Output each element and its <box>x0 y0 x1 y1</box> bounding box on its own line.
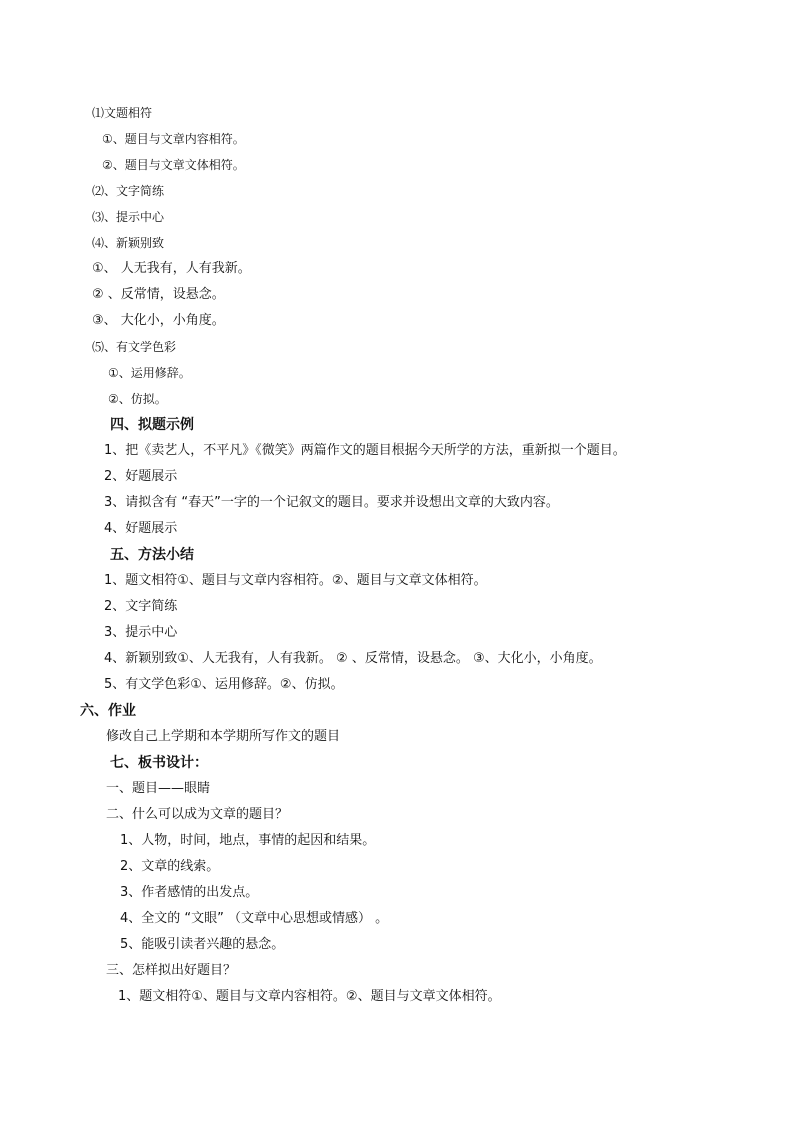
section-heading: 五、方法小结 <box>110 547 194 563</box>
text-line: 二、什么可以成为文章的题目？ <box>106 807 289 822</box>
text-line: ⑸、有文学色彩 <box>92 340 177 354</box>
text-line: ② 、反常情，设悬念。 <box>92 287 225 302</box>
text-line: 2、文字简练 <box>104 599 178 614</box>
text-line: 5、有文学色彩①、运用修辞。②、仿拟。 <box>104 677 344 692</box>
text-line: 4、全文的 “文眼” （文章中心思想或情感） 。 <box>120 911 389 926</box>
text-line: ③、 大化小，小角度。 <box>92 313 225 328</box>
text-line: ⑵、文字简练 <box>92 184 165 198</box>
text-line: 2、文章的线索。 <box>120 859 220 874</box>
text-line: 1、人物，时间，地点，事情的起因和结果。 <box>120 833 376 848</box>
text-line: ②、仿拟。 <box>108 392 167 406</box>
text-line: ⑴文题相符 <box>92 106 153 120</box>
text-line: 1、把《卖艺人，不平凡》《微笑》两篇作文的题目根据今天所学的方法，重新拟一个题目。 <box>104 443 626 458</box>
text-line: ②、题目与文章文体相符。 <box>102 158 245 172</box>
text-line: ①、 人无我有，人有我新。 <box>92 261 251 276</box>
text-line: 1、题文相符①、题目与文章内容相符。②、题目与文章文体相符。 <box>118 989 501 1004</box>
text-line: 1、题文相符①、题目与文章内容相符。②、题目与文章文体相符。 <box>104 573 487 588</box>
section-heading: 六、作业 <box>80 703 136 719</box>
text-line: ①、运用修辞。 <box>108 366 191 380</box>
text-line: ⑷、新颖别致 <box>92 236 165 250</box>
section-heading: 七、板书设计： <box>110 755 208 771</box>
text-line: ①、题目与文章内容相符。 <box>102 132 245 146</box>
text-line: 一、题目——眼睛 <box>106 781 211 796</box>
text-line: 2、好题展示 <box>104 469 178 484</box>
text-line: 3、作者感情的出发点。 <box>120 885 259 900</box>
section-heading: 四、拟题示例 <box>110 417 194 433</box>
text-line: 修改自己上学期和本学期所写作文的题目 <box>106 729 341 744</box>
text-line: 4、好题展示 <box>104 521 178 536</box>
text-line: ⑶、提示中心 <box>92 210 165 224</box>
text-line: 三、怎样拟出好题目？ <box>106 963 237 978</box>
text-line: 3、请拟含有 “春天”一字的一个记叙文的题目。要求并设想出文章的大致内容。 <box>104 495 559 510</box>
text-line: 4、新颖别致①、人无我有，人有我新。 ② 、反常情，设悬念。 ③、大化小，小角度。 <box>104 651 602 666</box>
text-line: 5、能吸引读者兴趣的悬念。 <box>120 937 285 952</box>
text-line: 3、提示中心 <box>104 625 178 640</box>
